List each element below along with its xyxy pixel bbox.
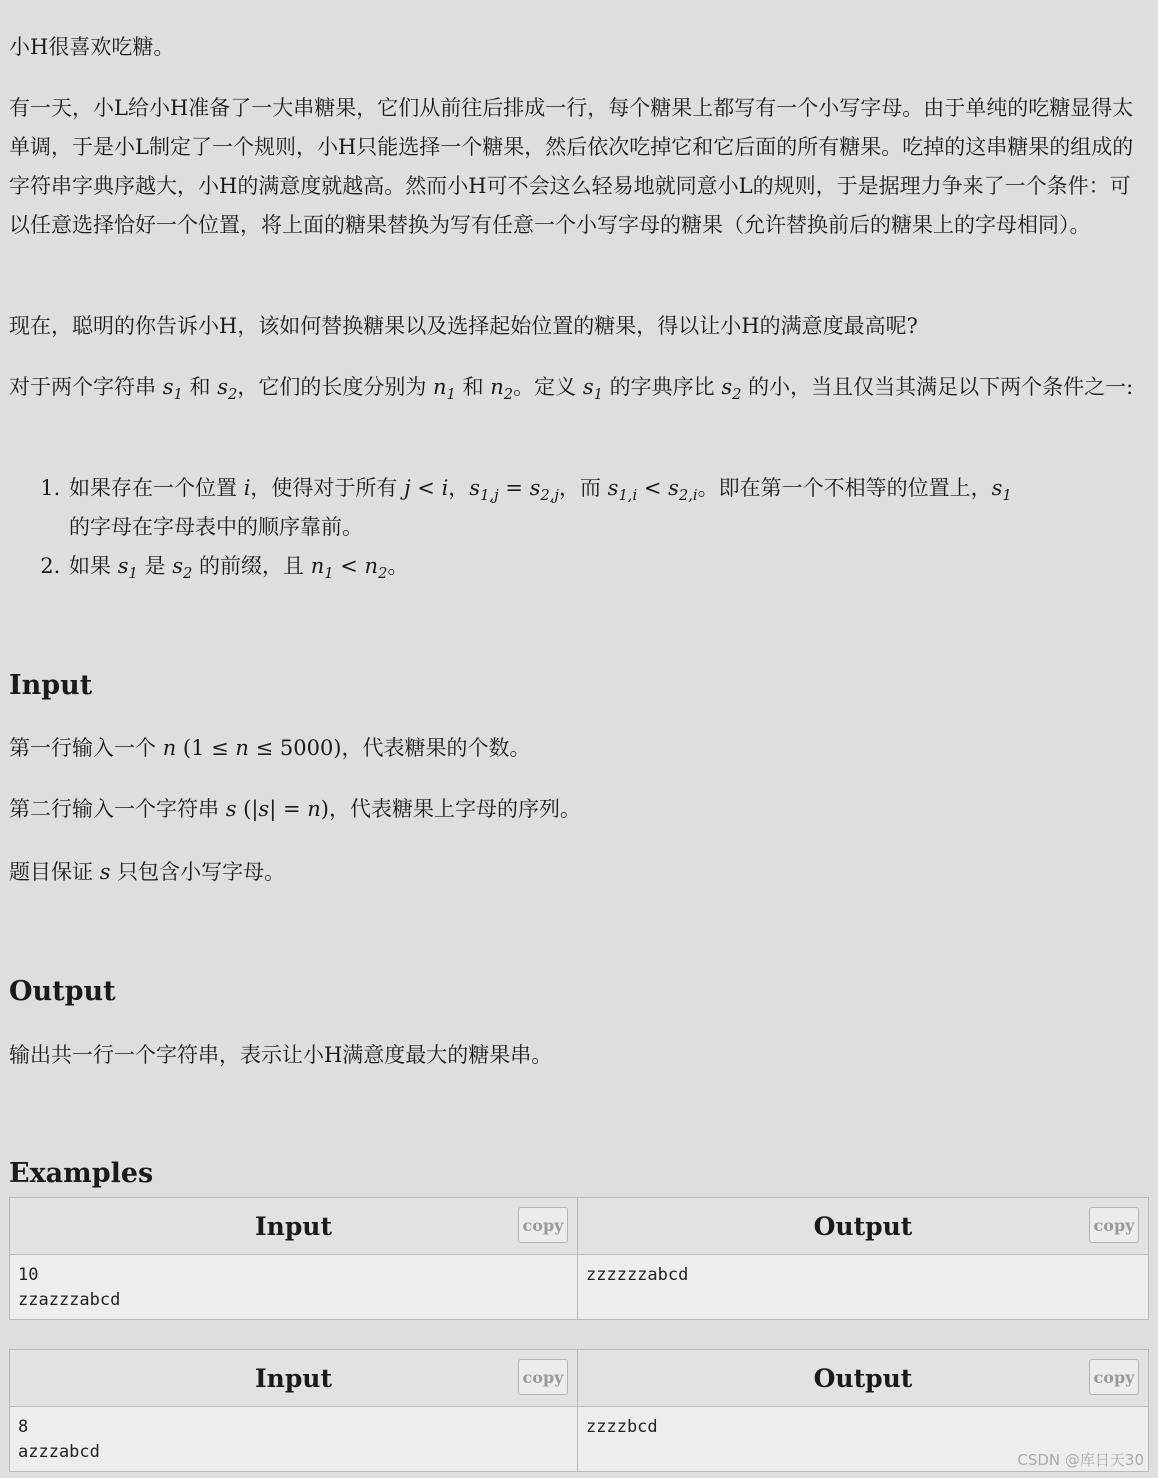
math-n-range: n (1 ≤ n ≤ 5000): [162, 736, 342, 760]
math-s1i-lt-s2i: $s_{1,i} < s_{2,i}$: [607, 476, 698, 505]
condition-item-1: 1. 如果存在一个位置 i，使得对于所有 j < i，$s_{1,j} = s_{2,j}$，而 $s_{1,i} < s_{2,i}$。即在第一个不相等的位置上，$s_1$ 的字母在字母表中的顺序靠前。: [67, 469, 1158, 547]
math-i: i: [243, 476, 251, 500]
examples-title: Examples: [9, 1158, 154, 1189]
output-line-1: 输出共一行一个字符串，表示让小H满意度最大的糖果串。: [9, 1043, 553, 1067]
example-output-cell: [578, 1198, 1148, 1319]
math-n1-lt-n2: $n_1 < n_2$: [310, 554, 388, 583]
example-output-header: Output copy: [578, 1350, 1148, 1407]
math-s1: $s_1$: [117, 554, 138, 583]
math-s: s: [99, 860, 111, 884]
example-input-text: 8 azzzabcd: [18, 1417, 100, 1462]
math-s1: $s_1$: [162, 375, 183, 404]
math-s1: $s_1$: [991, 476, 1012, 505]
math-s2: $s_2$: [721, 375, 742, 404]
paragraph-intro: 小H很喜欢吃糖。: [9, 35, 175, 59]
input-section-title: Input: [9, 670, 93, 701]
input-line-2: 第二行输入一个字符串 s (|s| = n)，代表糖果上字母的序列。: [9, 797, 581, 821]
output-section-title: Output: [9, 976, 116, 1007]
math-s2: $s_2$: [172, 554, 193, 583]
example-input-cell: [10, 1350, 578, 1471]
input-line-1: 第一行输入一个 n (1 ≤ n ≤ 5000)，代表糖果的个数。: [9, 736, 531, 760]
example-output-text: zzzzbcd: [586, 1417, 658, 1437]
paragraph-story: 有一天，小L给小H准备了一大串糖果，它们从前往后排成一行，每个糖果上都写有一个小写字母。由于单纯的吃糖显得太单调，于是小L制定了一个规则，小H只能选择一个糖果，然后依次吃掉它和它后面的所有糖果。吃掉的这串糖果的组成的字符串字典序越大，小H的满意度就越高。然而小H可不会这么轻易地就同意小L的规则，于是据理力争来了一个条件：可以任意选择恰好一个位置，将上面的糖果替换为写有任意一个小写字母的糖果（允许替换前后的糖果上的字母相同）。: [9, 96, 1134, 237]
paragraph-question: 现在，聪明的你告诉小H，该如何替换糖果以及选择起始位置的糖果，得以让小H的满意度最高呢?: [9, 314, 918, 338]
example-input-text: 10 zzazzzabcd: [18, 1265, 121, 1310]
watermark: CSDN @库日天30: [1017, 1451, 1144, 1469]
copy-input-button[interactable]: copy: [518, 1207, 568, 1243]
example-input-cell: [10, 1198, 578, 1319]
copy-output-button[interactable]: copy: [1089, 1207, 1139, 1243]
copy-input-button[interactable]: copy: [518, 1359, 568, 1395]
example-output-header: Output copy: [578, 1198, 1148, 1255]
example-table-1: [9, 1197, 1149, 1320]
math-j-lt-i: j < i: [404, 476, 449, 500]
example-table-2: [9, 1349, 1149, 1472]
math-s2: $s_2$: [217, 375, 238, 404]
example-output-text: zzzzzzabcd: [586, 1265, 689, 1285]
example-input-header: Input copy: [10, 1350, 577, 1407]
math-s1j-eq-s2j: $s_{1,j} = s_{2,j}$: [469, 476, 559, 505]
math-s-length: s (|s| = n): [225, 797, 329, 821]
paragraph-definition: 对于两个字符串 $s_1$ 和 $s_2$，它们的长度分别为 $n_1$ 和 $n_2$。定义 $s_1$ 的字典序比 $s_2$ 的小，当且仅当其满足以下两个条件之一:: [9, 375, 1134, 404]
example-input-header: Input copy: [10, 1198, 577, 1255]
input-line-3: 题目保证 s 只包含小写字母。: [9, 860, 286, 884]
math-n1: $n_1$: [433, 375, 456, 404]
math-s1: $s_1$: [582, 375, 603, 404]
condition-item-2: 2. 如果 $s_1$ 是 $s_2$ 的前缀，且 $n_1 < n_2$。: [67, 547, 1158, 586]
copy-output-button[interactable]: copy: [1089, 1359, 1139, 1395]
math-n2: $n_2$: [490, 375, 514, 404]
condition-list: [9, 469, 1158, 586]
